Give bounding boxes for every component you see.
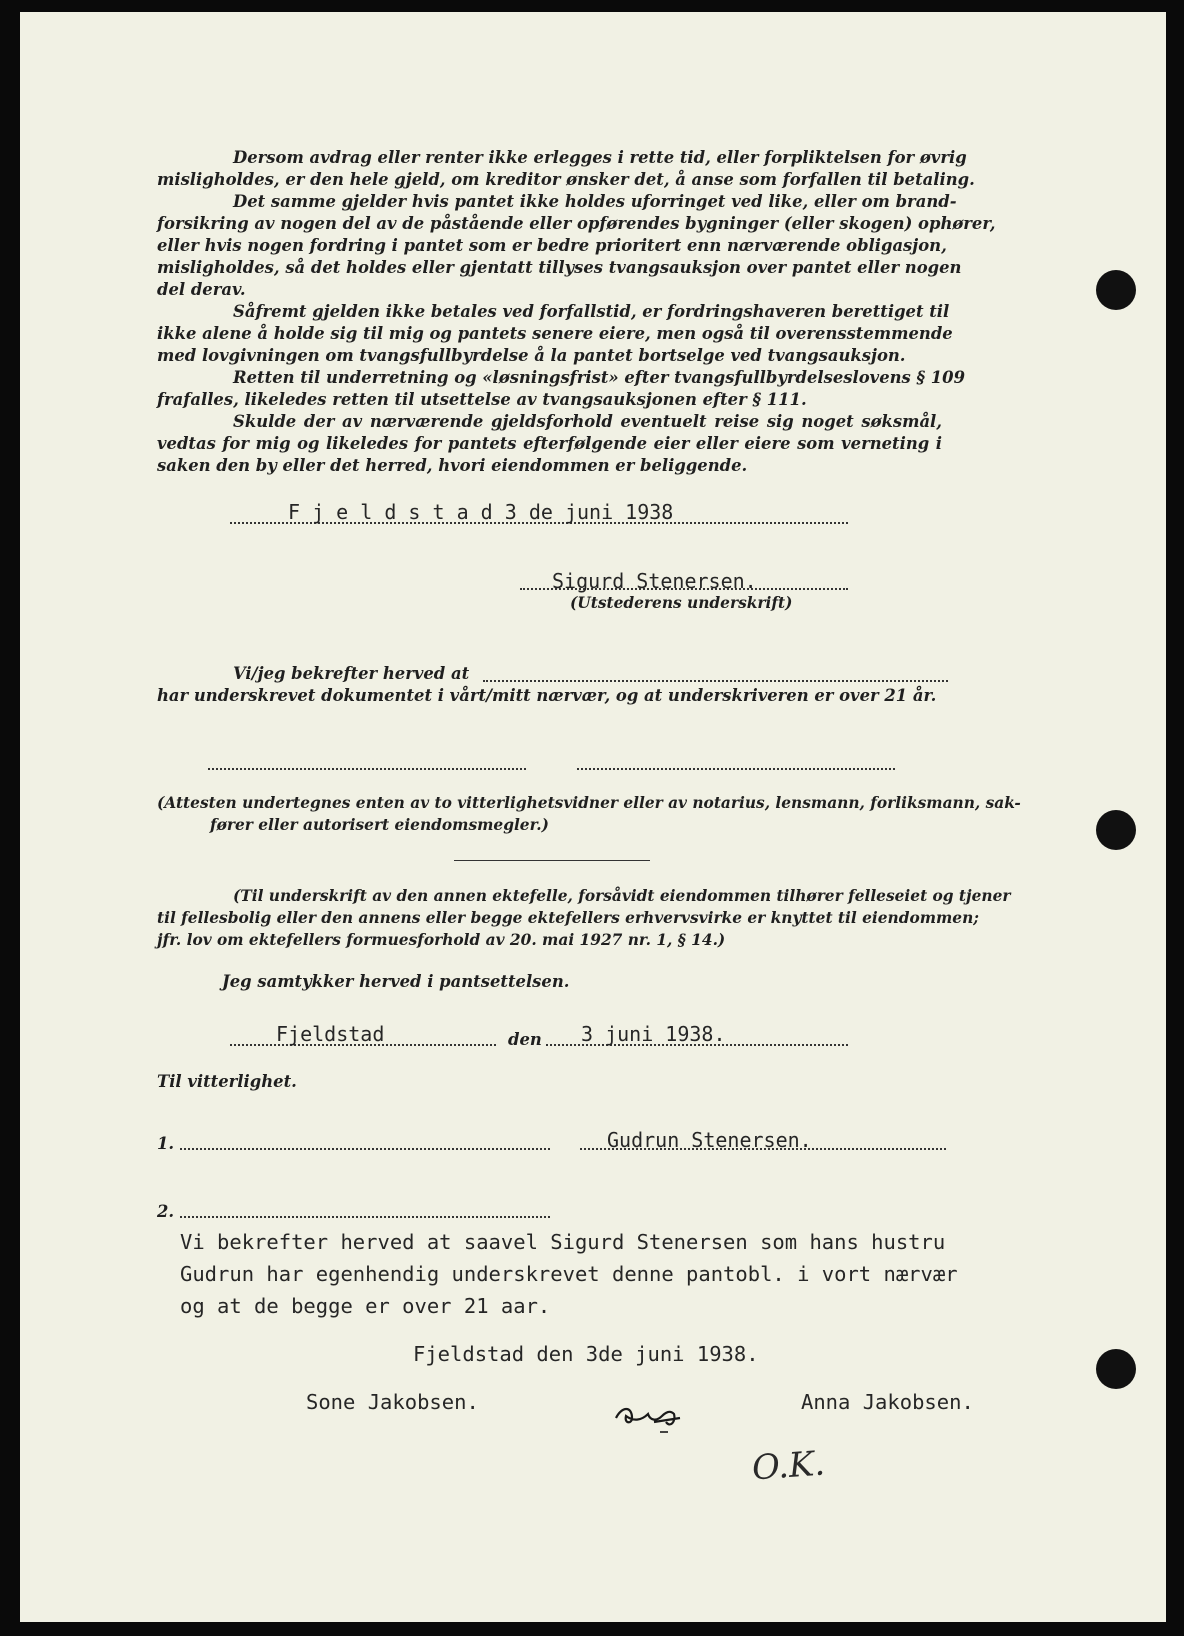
clause-line: frafalles, likeledes retten til utsettelse av tvangsauksjonen efter § 111. (157, 390, 807, 409)
punch-hole-top (1096, 270, 1136, 310)
spouse-note-line: til fellesbolig eller den annens eller begge ektefellers erhvervsvirke er knyttet til eiendommen; (157, 909, 979, 927)
witness-number-1: 1. (157, 1134, 175, 1153)
clause-line: saken den by eller det herred, hvori eiendommen er beliggende. (157, 456, 748, 475)
clause-line: med lovgivningen om tvangsfullbyrdelse å la pantet bortselge ved tvangsauksjon. (157, 346, 906, 365)
attest-signature-line-2 (577, 768, 895, 770)
attest-signature-line-1 (208, 768, 526, 770)
attest-note-line: (Attesten undertegnes enten av to vitterlighetsvidner eller av notarius, lensmann, forliksmann, sak- (157, 794, 1021, 812)
clause-line: vedtas for mig og likeledes for pantets efterfølgende eier eller eiere som verneting i (157, 434, 942, 453)
issuer-caption: (Utstederens underskrift) (570, 594, 793, 612)
handwritten-ok-mark: O.K. (750, 1443, 827, 1489)
clause-line: misligholdes, er den hele gjeld, om kreditor ønsker det, å anse som forfallen til betaling. (157, 170, 975, 189)
clause-line: eller hvis nogen fordring i pantet som er bedre prioritert enn nærværende obligasjon, (157, 236, 947, 255)
spouse-note-line: jfr. lov om ektefellers formuesforhold av 20. mai 1927 nr. 1, § 14.) (157, 931, 726, 949)
typed-statement-line: og at de begge er over 21 aar. (180, 1294, 551, 1318)
witness-2-line (180, 1216, 550, 1218)
witness-left-name: Sone Jakobsen. (306, 1390, 479, 1414)
typed-statement-line: Vi bekrefter herved at saavel Sigurd Stenersen som hans hustru (180, 1230, 946, 1254)
witness-confirm-line1: Vi/jeg bekrefter herved at (233, 664, 470, 683)
typed-place-date: Fjeldstad den 3de juni 1938. (413, 1342, 759, 1366)
clause-line: misligholdes, så det holdes eller gjentatt tillyses tvangsauksjon over pantet eller nogen (157, 258, 962, 277)
consent-place: Fjeldstad (276, 1022, 385, 1046)
clause-line: del derav. (157, 280, 246, 299)
spouse-note-line: (Til underskrift av den annen ektefelle, forsåvidt eiendommen tilhører felleseiet og tjener (233, 887, 1011, 905)
vitterlighet-heading: Til vitterlighet. (157, 1072, 297, 1091)
witness-right-name: Anna Jakobsen. (801, 1390, 974, 1414)
issue-place-date: F j e l d s t a d 3 de juni 1938 (288, 500, 674, 524)
issuer-signature: Sigurd Stenersen. (552, 569, 757, 593)
clause-line: Dersom avdrag eller renter ikke erlegges i rette tid, eller forpliktelsen for øvrig (233, 148, 967, 167)
clause-line: Såfremt gjelden ikke betales ved forfallstid, er fordringshaveren berettiget til (233, 302, 950, 321)
witness-name-line (483, 680, 948, 682)
clause-line: forsikring av nogen del av de påstående eller opførendes bygninger (eller skogen) ophører, (157, 214, 996, 233)
punch-hole-middle (1096, 810, 1136, 850)
clause-line: Skulde der av nærværende gjeldsforhold eventuelt reise sig noget søksmål, (233, 412, 942, 431)
witness-confirm-line2: har underskrevet dokumentet i vårt/mitt nærvær, og at underskriveren er over 21 år. (157, 686, 937, 705)
clause-line: Retten til underretning og «løsningsfrist» efter tvangsfullbyrdelseslovens § 109 (233, 368, 965, 387)
consent-text: Jeg samtykker herved i pantsettelsen. (222, 972, 570, 991)
witness-1-line (180, 1148, 550, 1150)
consent-date: 3 juni 1938. (581, 1022, 726, 1046)
punch-hole-bottom (1096, 1349, 1136, 1389)
consent-den: den (508, 1030, 542, 1049)
handwritten-initials-scribble (610, 1392, 700, 1442)
clause-line: ikke alene å holde sig til mig og pantets senere eiere, men også til overensstemmende (157, 324, 953, 343)
witness-number-2: 2. (157, 1202, 175, 1221)
divider (454, 860, 650, 861)
attest-note-line: fører eller autorisert eiendomsmegler.) (210, 816, 549, 834)
clause-line: Det samme gjelder hvis pantet ikke holdes uforringet ved like, eller om brand- (233, 192, 957, 211)
typed-statement-line: Gudrun har egenhendig underskrevet denne pantobl. i vort nærvær (180, 1262, 958, 1286)
spouse-signature: Gudrun Stenersen. (607, 1128, 812, 1152)
